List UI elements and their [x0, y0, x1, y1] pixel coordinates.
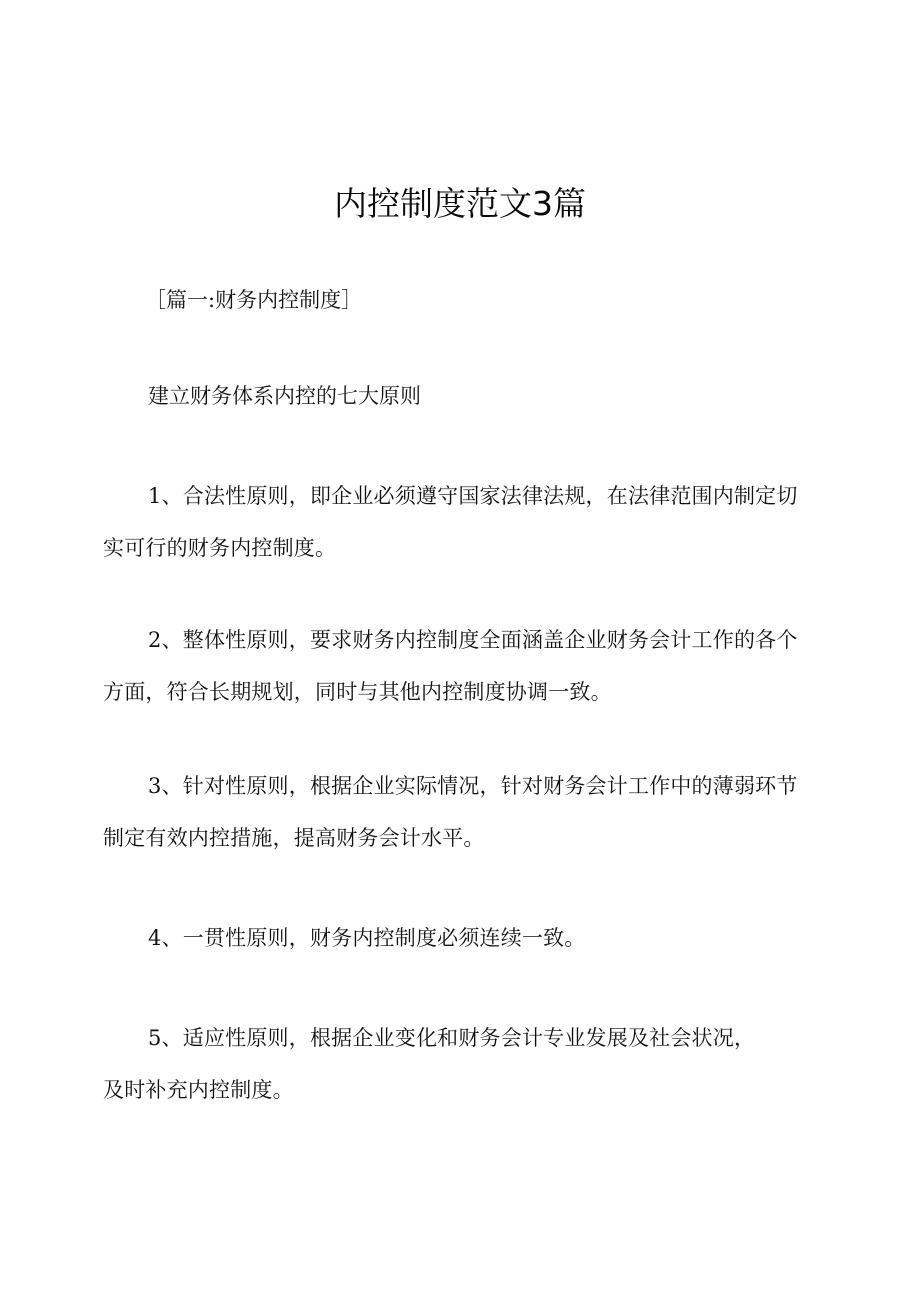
paragraph-3: 3、针对性原则，根据企业实际情况，针对财务会计工作中的薄弱环节制定有效内控措施，提高财务会计水平。	[103, 774, 798, 850]
document-title: 内控制度范文3篇	[334, 184, 586, 223]
section-label: ［篇一:财务内控制度］	[145, 288, 363, 312]
paragraph-5: 5、适应性原则，根据企业变化和财务会计专业发展及社会状况，及时补充内控制度。	[103, 1026, 756, 1102]
paragraph-4: 4、一贯性原则，财务内控制度必须连续一致。	[148, 926, 586, 950]
paragraph-2: 2、整体性原则，要求财务内控制度全面涵盖企业财务会计工作的各个方面，符合长期规划，同时与其他内控制度协调一致。	[103, 628, 798, 704]
paragraph-1: 1、合法性原则，即企业必须遵守国家法律法规，在法律范围内制定切实可行的财务内控制度。	[103, 484, 798, 560]
section-subheading: 建立财务体系内控的七大原则	[148, 384, 421, 408]
